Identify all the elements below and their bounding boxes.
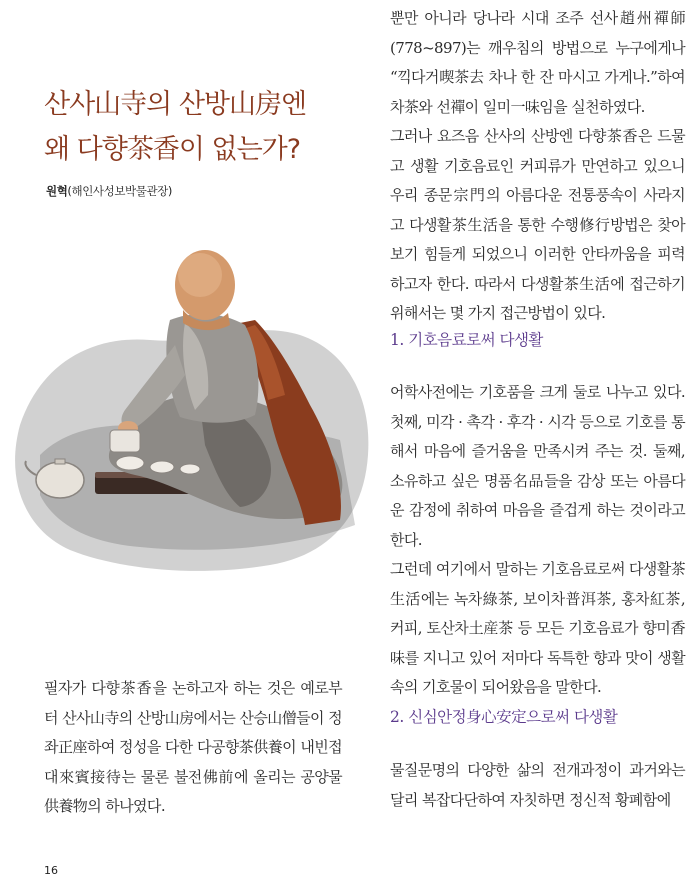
monk-tea-illustration xyxy=(0,225,380,585)
section-1-body xyxy=(390,378,685,703)
section-2-heading: 2. 신심안정身心安定으로써 다생활 xyxy=(390,708,618,726)
author-byline xyxy=(46,183,172,199)
section-1-paragraph-1: 어학사전에는 기호품을 크게 둘로 나누고 있다. 첫째, 미각 · 촉각 · 후각 · 시각 등으로 기호를 통해서 마음에 즐거움을 만족시켜 주는 것. 둘째, 소유하고 싶은 명품名品들을 감상 또는 아름다운 감정에 취하여 마음을 즐겁게 하는 것이라고 한다. xyxy=(390,383,685,549)
right-column-intro xyxy=(390,4,685,329)
section-1-paragraph-2: 그런데 여기에서 말하는 기호음료로써 다생활茶生活에는 녹차綠茶, 보이차普洱茶, 홍차紅茶, 커피, 토산차土産茶 등 모든 기호음료가 향미香味를 지니고 있어 저마다 독특한 향과 맛이 생활 속의 기호물이 되어왔음을 말한다. xyxy=(390,560,685,696)
title-line-2: 왜 다향茶香이 없는가? xyxy=(44,134,301,165)
page-number: 16 xyxy=(44,864,58,877)
section-2-paragraph: 물질문명의 다양한 삶의 전개과정이 과거와는 달리 복잡다단하여 자칫하면 정신적 황폐함에 xyxy=(390,761,685,809)
author-name: 원혁 xyxy=(46,184,68,198)
intro-paragraph: 필자가 다향茶香을 논하고자 하는 것은 예로부터 산사山寺의 산방山房에서는 산승山僧들이 정좌正座하여 정성을 다한 다공향茶供養이 내빈접대來賓接待는 물론 불전佛前에 올리는 공양물供養物의 하나였다. xyxy=(44,679,342,815)
zhaozhou-paragraph: 뿐만 아니라 당나라 시대 조주 선사趙州禪師(778~897)는 깨우침의 방법으로 누구에게나 “끽다거喫茶去 차나 한 잔 마시고 가게나.”하여 차茶와 선禪이 일미一味임을 실천하였다. xyxy=(390,9,685,116)
author-role: (해인사성보박물관장) xyxy=(67,184,172,198)
article-title xyxy=(44,82,374,172)
title-line-1: 산사山寺의 산방山房엔 xyxy=(44,89,307,120)
section-1-heading: 1. 기호음료로써 다생활 xyxy=(390,331,543,349)
modern-temple-paragraph: 그러나 요즈음 산사의 산방엔 다향茶香은 드물고 생활 기호음료인 커피류가 만연하고 있으니 우리 종문宗門의 아름다운 전통풍속이 사라지고 다생활茶生活을 통한 수행修行방법은 찾아보기 힘들게 되었으니 이러한 안타까움을 피력하고자 한다. 따라서 다생활茶生活에 접근하기 위해서는 몇 가지 접근방법이 있다. xyxy=(390,127,685,322)
